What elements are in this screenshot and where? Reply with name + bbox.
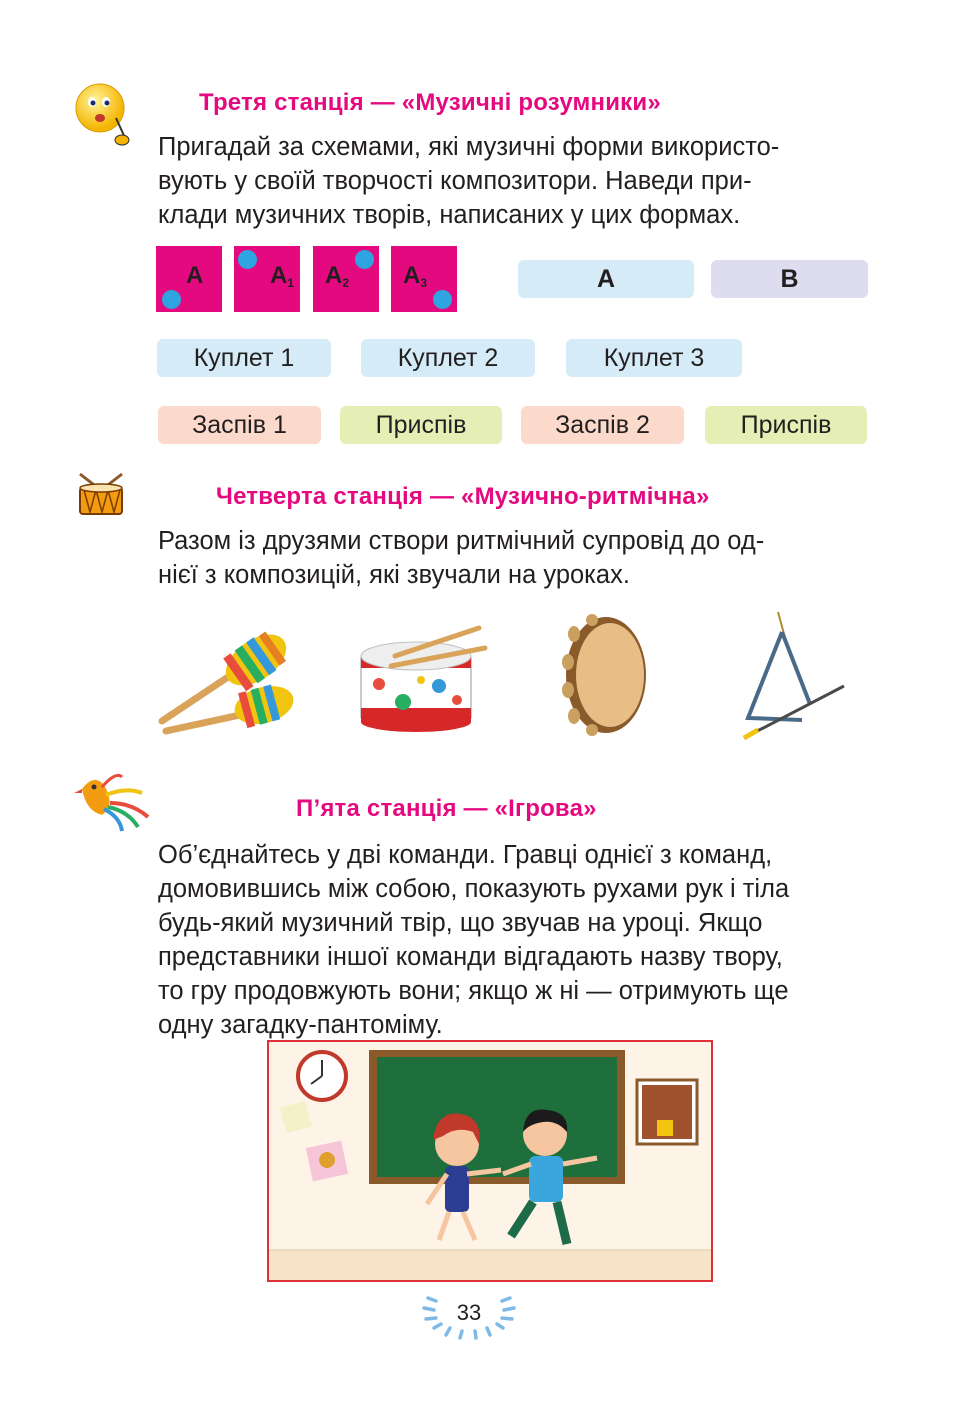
- scheme-square-a2: [313, 246, 379, 312]
- text-line: Об’єднайтесь у дві команди. Гравці однієї з команд,: [158, 841, 773, 869]
- drum-icon: [76, 472, 126, 518]
- station3-title: Третя станція — «Музичні розумники»: [199, 89, 661, 116]
- text-line: клади музичних творів, написаних у цих формах.: [158, 201, 741, 229]
- scheme-label: $А_2$: [325, 262, 350, 290]
- blue-dot: [355, 250, 374, 269]
- blue-dot: [433, 290, 452, 309]
- blue-dot: [238, 250, 257, 269]
- text-line: Пригадай за схемами, які музичні форми використо-: [158, 133, 780, 161]
- station3-text: [158, 130, 868, 232]
- classroom-illustration: [267, 1040, 713, 1282]
- text-line: нієї з композицій, які звучали на уроках.: [158, 561, 630, 589]
- scheme-square-a1: [234, 246, 300, 312]
- station5-title: П’ята станція — «Ігрова»: [296, 795, 597, 822]
- verse-box: Заспів 1: [158, 406, 321, 444]
- couplet-box: Куплет 3: [566, 339, 742, 377]
- couplet-box: Куплет 2: [361, 339, 535, 377]
- firebird-icon: [72, 765, 156, 839]
- scheme-square-a: [156, 246, 222, 312]
- station5-text: [158, 838, 868, 1042]
- blue-dot: [162, 290, 181, 309]
- scheme-square-a3: [391, 246, 457, 312]
- chorus-box: Приспів: [705, 406, 867, 444]
- scheme-label: А: [186, 262, 204, 289]
- text-line: одну загадку-пантоміму.: [158, 1011, 443, 1039]
- text-line: вують у своїй творчості композитори. Наведи при-: [158, 167, 752, 195]
- text-line: Разом із друзями створи ритмічний супровід до од-: [158, 527, 765, 555]
- tambourine-icon: [562, 612, 650, 738]
- scheme-box-a: А: [518, 260, 694, 298]
- triangle-icon: [740, 608, 852, 744]
- station4-title: Четверта станція — «Музично-ритмічна»: [216, 483, 710, 510]
- text-line: будь-який музичний твір, що звучав на уроці. Якщо: [158, 909, 763, 937]
- text-line: представники іншої команди відгадають назву твору,: [158, 943, 783, 971]
- chorus-box: Приспів: [340, 406, 502, 444]
- text-line: то гру продовжують вони; якщо ж ні — отримують ще: [158, 977, 789, 1005]
- smiley-note-icon: [72, 80, 134, 146]
- couplet-box: Куплет 1: [157, 339, 331, 377]
- maracas-icon: [156, 625, 296, 735]
- scheme-label: $А_3$: [403, 262, 428, 290]
- verse-box: Заспів 2: [521, 406, 684, 444]
- text-line: домовившись між собою, показують рухами рук і тіла: [158, 875, 790, 903]
- scheme-box-b: В: [711, 260, 868, 298]
- scheme-label: $А_1$: [270, 262, 295, 290]
- drum-icon: [355, 622, 489, 734]
- station4-text: [158, 524, 868, 592]
- page-number: 33: [456, 1300, 482, 1325]
